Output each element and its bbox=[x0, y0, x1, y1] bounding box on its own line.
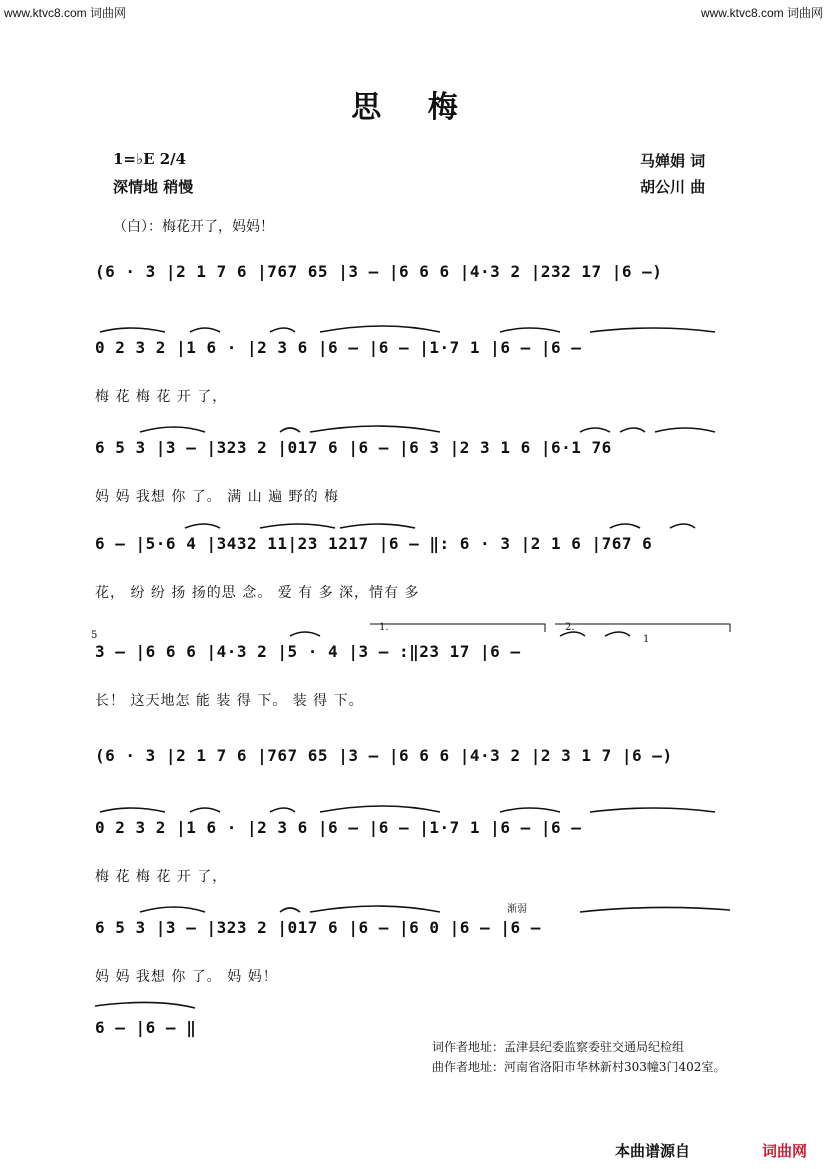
system-notes: 6 5 3 |3 — |323 2 |017 6 |6 — |6 0 |6 — |6 — bbox=[95, 918, 541, 937]
tempo-marking: 深情地 稍慢 bbox=[113, 178, 194, 196]
dynamic-marking: 渐弱 bbox=[507, 904, 527, 915]
system-notes: 3 — |6 6 6 |4·3 2 |5 · 4 |3 — :‖23 17 |6 — bbox=[95, 642, 521, 661]
system-9 bbox=[95, 1004, 730, 1064]
footer-brand[interactable]: 词曲网 bbox=[762, 1143, 808, 1160]
composer-address: 曲作者地址：河南省洛阳市华林新村303幢3门402室。 bbox=[432, 1060, 726, 1074]
system-notes: 6 — |5·6 4 |3432 11|23 1217 |6 — ‖: 6 · 3 |2 1 6 |767 6 bbox=[95, 534, 653, 553]
system-lyrics: 梅 花 梅 花 开 了， bbox=[95, 869, 228, 885]
system-5 bbox=[91, 622, 730, 709]
volta-2: 2. bbox=[565, 622, 575, 633]
grace-note: 5 bbox=[91, 630, 98, 641]
system-8 bbox=[95, 904, 730, 985]
system-lyrics: 梅 花 梅 花 开 了， bbox=[95, 389, 228, 405]
system-2 bbox=[95, 324, 730, 405]
spoken-line: （白）：梅花开了，妈妈！ bbox=[113, 219, 274, 235]
key-signature: 1=♭E 2/4 bbox=[113, 150, 187, 168]
grace-note-2: 1 bbox=[643, 634, 650, 645]
system-notes: (6 · 3 |2 1 7 6 |767 65 |3 — |6 6 6 |4·3 2 |232 17 |6 —) bbox=[95, 262, 663, 281]
system-notes: 0 2 3 2 |1 6 · |2 3 6 |6 — |6 — |1·7 1 |6 — |6 — bbox=[95, 338, 582, 357]
system-notes: 0 2 3 2 |1 6 · |2 3 6 |6 — |6 — |1·7 1 |6 — |6 — bbox=[95, 818, 582, 837]
system-6 bbox=[95, 732, 730, 792]
song-title: 思 梅 bbox=[351, 90, 476, 125]
lyricist-address: 词作者地址：孟津县纪委监察委驻交通局纪检组 bbox=[432, 1040, 685, 1054]
system-1 bbox=[95, 248, 730, 308]
system-notes: (6 · 3 |2 1 7 6 |767 65 |3 — |6 6 6 |4·3 2 |2 3 1 7 |6 —) bbox=[95, 746, 673, 765]
system-notes: 6 5 3 |3 — |323 2 |017 6 |6 — |6 3 |2 3 1 6 |6·1 76 bbox=[95, 438, 612, 457]
system-4 bbox=[95, 520, 730, 601]
system-lyrics: 花， 纷 纷 扬 扬的思 念。 爱 有 多 深，情有 多 bbox=[95, 585, 420, 601]
system-3 bbox=[95, 424, 730, 505]
system-7 bbox=[95, 804, 730, 885]
system-lyrics: 长！ 这天地怎 能 装 得 下。 装 得 下。 bbox=[95, 693, 364, 709]
watermark-left: www.ktvc8.com 词曲网 bbox=[4, 6, 127, 20]
watermark-right: www.ktvc8.com 词曲网 bbox=[700, 6, 823, 20]
system-notes: 6 — |6 — ‖ bbox=[95, 1018, 197, 1037]
lyricist-credit: 马婵娟 词 bbox=[640, 152, 706, 170]
system-lyrics: 妈 妈 我想 你 了。 满 山 遍 野的 梅 bbox=[95, 489, 340, 505]
footer-source: 本曲谱源自 bbox=[615, 1143, 691, 1160]
composer-credit: 胡公川 曲 bbox=[640, 178, 706, 196]
volta-1: 1. bbox=[379, 622, 389, 633]
system-lyrics: 妈 妈 我想 你 了。 妈 妈！ bbox=[95, 969, 278, 985]
